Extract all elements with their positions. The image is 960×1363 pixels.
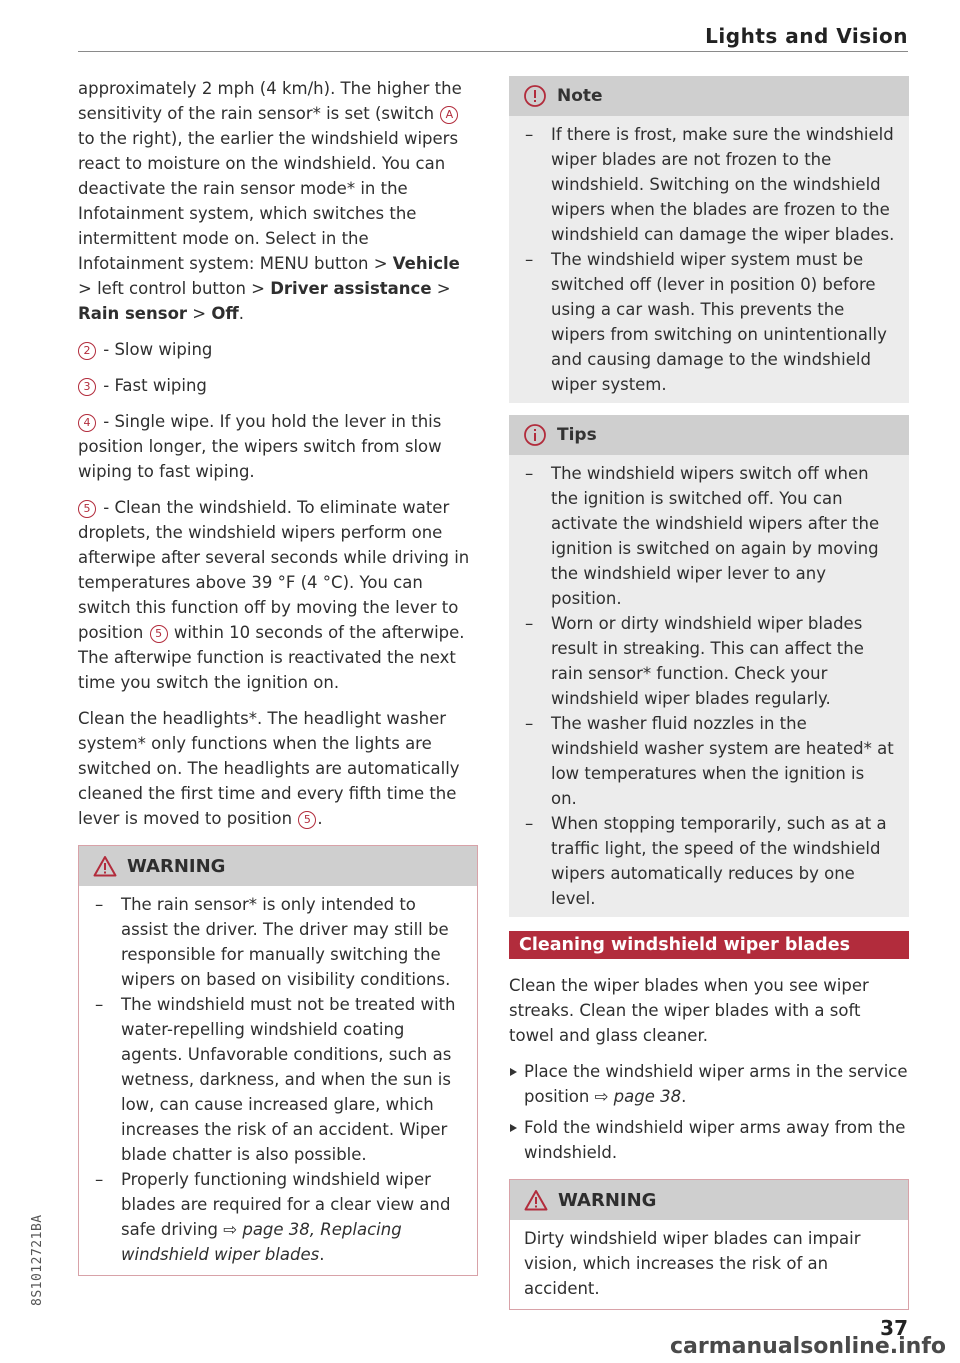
menu-path-vehicle: Vehicle <box>392 254 460 273</box>
circled-marker-5: 5 <box>298 811 316 829</box>
circled-marker-5: 5 <box>78 500 96 518</box>
list-item: – When stopping temporarily, such as at a traffic light, the speed of the windshield wipers automatically reduces by one level. <box>523 811 895 911</box>
warning-body <box>79 886 477 1275</box>
note-label: Note <box>557 85 603 106</box>
text-run: . <box>238 304 245 323</box>
menu-path-off: Off <box>211 304 239 323</box>
warning-body <box>510 1220 908 1309</box>
list-item: – Worn or dirty windshield wiper blades result in streaking. This can affect the rain sensor* function. Check your windshield wiper blades regularly. <box>523 611 895 711</box>
warning-list <box>93 892 463 1267</box>
warning-header <box>79 846 477 886</box>
text-run: Clean the headlights*. The headlight washer system* only functions when the lights are switched on. The headlights are automatically cleaned the first time and every fifth time the lever is moved to position <box>78 709 460 828</box>
list-item: – The windshield wipers switch off when the ignition is switched off. You can activate the windshield wipers after the ignition is switched on again by moving the windshield wiper lever to any position. <box>523 461 895 611</box>
text-run: - Fast wiping <box>98 376 207 395</box>
left-column <box>78 76 478 1288</box>
info-circle-icon <box>523 423 547 447</box>
page-reference-link[interactable]: ⇨ page 38 <box>594 1087 682 1106</box>
document-code: 8S1012721BA <box>30 1214 45 1306</box>
circled-marker-3: 3 <box>78 378 96 396</box>
tips-label: Tips <box>557 424 597 445</box>
section-heading: Cleaning windshield wiper blades <box>509 931 909 959</box>
note-box <box>509 76 909 403</box>
page-number: 37 <box>880 1316 908 1340</box>
watermark: carmanualsonline.info <box>670 1334 946 1359</box>
text-run: to the right), the earlier the windshield wipers react to moisture on the windshield. You can deactivate the rain sensor mode* in the Infotainment system, which switches the intermittent mode on. Select in the Infotainment system: MENU button > <box>78 129 459 273</box>
text-run: - Clean the windshield. To eliminate water droplets, the windshield wipers perform one afterwipe after several seconds while driving in temperatures above 39 °F (4 °C). You can switch this function off by moving the lever to position <box>78 498 470 642</box>
right-column <box>509 76 909 1322</box>
warning-box-right <box>509 1179 909 1310</box>
circled-marker-2: 2 <box>78 342 96 360</box>
list-item-clean-windshield <box>78 495 478 695</box>
list-item-single-wipe <box>78 409 478 484</box>
text-run: > <box>431 279 451 298</box>
exclamation-circle-icon <box>523 84 547 108</box>
page-reference-link[interactable]: ⇨ page 38, Replacing windshield wiper blades <box>121 1220 402 1264</box>
text-run: . <box>681 1087 687 1106</box>
warning-triangle-icon <box>93 855 117 877</box>
text-run: - Slow wiping <box>98 340 213 359</box>
text-run: within 10 seconds of the afterwipe. The afterwipe function is reactivated the next time you switch the ignition on. <box>78 623 465 692</box>
note-body <box>509 116 909 403</box>
menu-path-driver-assistance: Driver assistance <box>270 279 432 298</box>
warning-header <box>510 1180 908 1220</box>
text-run: - Single wipe. If you hold the lever in this position longer, the wipers switch from slow wiping to fast wiping. <box>78 412 442 481</box>
warning-text: Dirty windshield wiper blades can impair vision, which increases the risk of an accident. <box>524 1229 861 1298</box>
tips-box <box>509 415 909 917</box>
headlights-paragraph <box>78 706 478 831</box>
note-header <box>509 76 909 116</box>
text-run: . <box>319 1245 325 1264</box>
list-item: – The windshield must not be treated with water-repelling windshield coating agents. Unfavorable conditions, such as wetness, darkness, and when the sun is low, can cause increased glare, which increases the risk of an accident. Wiper blade chatter is also possible. <box>93 992 463 1167</box>
list-item-fast-wiping <box>78 373 478 398</box>
circled-marker-5: 5 <box>150 625 168 643</box>
rain-sensor-paragraph <box>78 76 478 326</box>
section-intro: Clean the wiper blades when you see wiper streaks. Clean the wiper blades with a soft towel and glass cleaner. <box>509 976 869 1045</box>
warning-box-left <box>78 845 478 1276</box>
list-item: – If there is frost, make sure the windshield wiper blades are not frozen to the windshield. Switching on the windshield wipers when the blades are frozen to the windshield can damage the wiper blades. <box>523 122 895 247</box>
instruction-step: Fold the windshield wiper arms away from the windshield. <box>509 1115 909 1165</box>
header-divider <box>78 51 908 52</box>
list-item: – The rain sensor* is only intended to assist the driver. The driver may still be responsible for manually switching the wipers on based on visibility conditions. <box>93 892 463 992</box>
list-item: – The windshield wiper system must be switched off (lever in position 0) before using a car wash. This prevents the wipers from switching on unintentionally and causing damage to the windshield wiper system. <box>523 247 895 397</box>
warning-label: WARNING <box>127 855 226 877</box>
page-header-title: Lights and Vision <box>705 24 908 48</box>
tips-header <box>509 415 909 455</box>
text-run: > left control button > <box>78 279 271 298</box>
menu-path-rain-sensor: Rain sensor <box>78 304 188 323</box>
tips-list <box>523 461 895 911</box>
text-run: Place the windshield wiper arms in the service position <box>524 1062 908 1106</box>
list-item <box>93 1167 463 1267</box>
tips-body <box>509 455 909 917</box>
list-item-slow-wiping <box>78 337 478 362</box>
text-run: approximately 2 mph (4 km/h). The higher the sensitivity of the rain sensor* is set (switch <box>78 79 462 123</box>
text-run: > <box>187 304 212 323</box>
warning-triangle-icon <box>524 1189 548 1211</box>
instruction-step <box>509 1059 909 1109</box>
list-item: – The washer fluid nozzles in the windshield washer system are heated* at low temperatures when the ignition is on. <box>523 711 895 811</box>
note-list <box>523 122 895 397</box>
circled-marker-4: 4 <box>78 414 96 432</box>
text-run: . <box>317 809 323 828</box>
warning-label: WARNING <box>558 1189 657 1211</box>
text-run: Properly functioning windshield wiper blades are required for a clear view and safe driving <box>121 1170 451 1239</box>
circled-marker-a: A <box>440 106 458 124</box>
